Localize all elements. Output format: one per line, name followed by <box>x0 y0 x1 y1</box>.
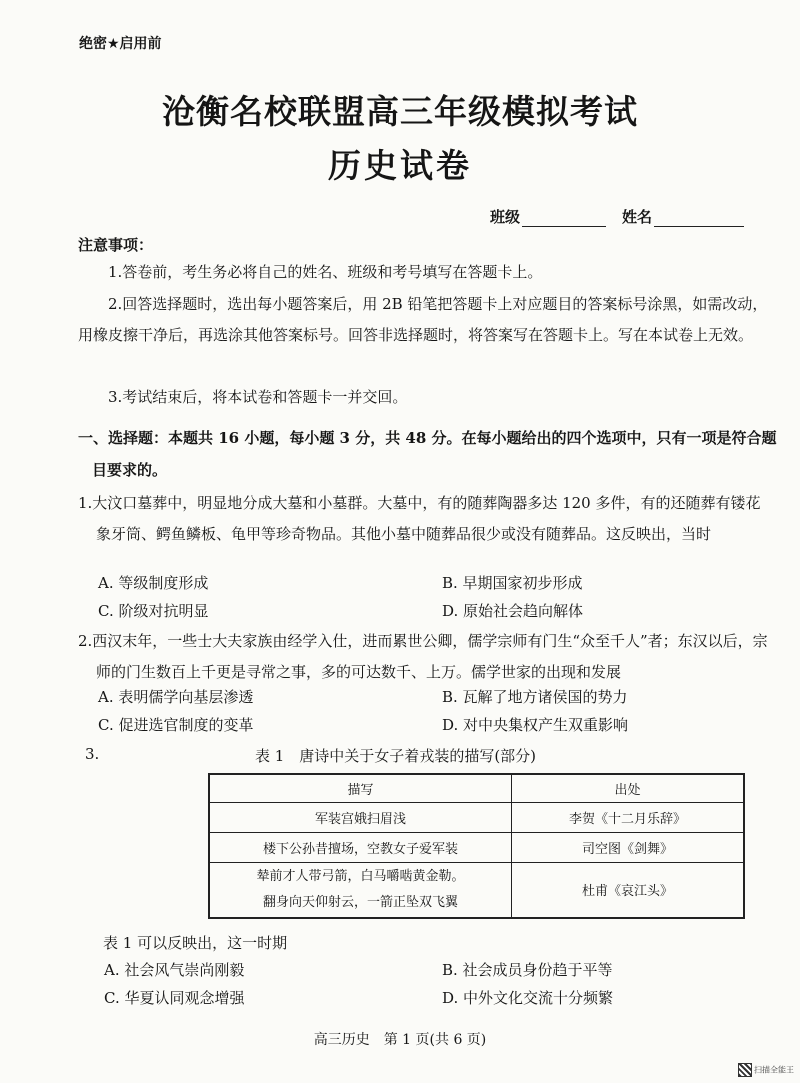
table-cell-description: 楼下公孙昔擅场，空教女子爱军装 <box>209 832 512 862</box>
name-label: 姓名 <box>622 208 653 226</box>
question-3-stem: 表 1 可以反映出，这一时期 <box>103 934 288 952</box>
table-header-source: 出处 <box>512 774 745 802</box>
class-blank[interactable] <box>522 210 606 227</box>
scanner-watermark <box>738 1063 794 1077</box>
table-row <box>209 862 744 918</box>
watermark-text: 扫描全能王 <box>754 1065 794 1075</box>
q2-option-d[interactable]: D. 对中央集权产生双重影响 <box>442 716 629 734</box>
table-caption: 表 1 唐诗中关于女子着戎装的描写(部分) <box>255 747 537 765</box>
question-2-stem: 2.西汉末年，一些士大夫家族由经学入仕，进而累世公卿，儒学宗师有门生“众至千人”者；东汉以后，宗师的门生数百上千更是寻常之事，多的可达数千、上万。儒学世家的出现和发展 <box>78 632 768 681</box>
exam-title: 沧衡名校联盟高三年级模拟考试 <box>162 92 638 131</box>
page-footer: 高三历史 第 1 页(共 6 页) <box>313 1032 487 1048</box>
table-cell-description <box>209 862 512 918</box>
section-heading: 一、选择题：本题共 16 小题，每小题 3 分，共 48 分。在每小题给出的四个选项中，只有一项是符合题目要求的。 <box>78 429 777 479</box>
q3-option-d[interactable]: D. 中外文化交流十分频繁 <box>442 989 614 1007</box>
question-3-number: 3. <box>85 745 100 763</box>
q2-option-b[interactable]: B. 瓦解了地方诸侯国的势力 <box>442 688 628 706</box>
table-cell-line: 辇前才人带弓箭，白马嚼啮黄金勒。 <box>256 868 465 884</box>
question-1-stem: 1.大汶口墓葬中，明显地分成大墓和小墓群。大墓中，有的随葬陶器多达 120 多件，有的还随葬有镂花象牙筒、鳄鱼鳞板、龟甲等珍奇物品。其他小墓中随葬品很少或没有随葬品。这反映出，当时 <box>78 494 761 543</box>
note-item-1: 1.答卷前，考生务必将自己的姓名、班级和考号填写在答题卡上。 <box>108 263 543 281</box>
table-row <box>209 802 744 832</box>
table-header-description: 描写 <box>209 774 512 802</box>
table-cell-description: 军装宫娥扫眉浅 <box>209 802 512 832</box>
q1-option-a[interactable]: A. 等级制度形成 <box>98 574 209 592</box>
note-item-2: 2.回答选择题时，选出每小题答案后，用 2B 铅笔把答题卡上对应题目的答案标号涂黑，如需改动，用橡皮擦干净后，再选涂其他答案标号。回答非选择题时，将答案写在答题卡上。写在本试卷上无效。 <box>78 295 768 344</box>
table-cell-line: 翻身向天仰射云，一箭正坠双飞翼 <box>262 894 458 910</box>
table-cell-source: 杜甫《哀江头》 <box>512 862 745 918</box>
q3-option-c[interactable]: C. 华夏认同观念增强 <box>104 989 245 1007</box>
q3-option-a[interactable]: A. 社会风气崇尚刚毅 <box>104 961 245 979</box>
q2-option-c[interactable]: C. 促进选官制度的变革 <box>98 716 254 734</box>
notes-title: 注意事项： <box>78 236 154 254</box>
table-row <box>209 832 744 862</box>
class-label: 班级 <box>490 208 521 226</box>
table-cell-source: 司空图《剑舞》 <box>512 832 745 862</box>
q3-option-b[interactable]: B. 社会成员身份趋于平等 <box>442 961 613 979</box>
q1-option-c[interactable]: C. 阶级对抗明显 <box>98 602 209 620</box>
q1-option-d[interactable]: D. 原始社会趋向解体 <box>442 602 584 620</box>
student-info-fields <box>490 206 744 227</box>
confidential-mark: 绝密★启用前 <box>79 36 162 52</box>
note-item-3: 3.考试结束后，将本试卷和答题卡一并交回。 <box>108 388 408 406</box>
name-blank[interactable] <box>654 210 744 227</box>
qr-code-icon <box>738 1063 752 1077</box>
q1-option-b[interactable]: B. 早期国家初步形成 <box>442 574 583 592</box>
q2-option-a[interactable]: A. 表明儒学向基层渗透 <box>98 688 254 706</box>
table-cell-source: 李贺《十二月乐辞》 <box>512 802 745 832</box>
poem-table <box>208 773 745 919</box>
paper-subject-title: 历史试卷 <box>328 146 472 185</box>
table-header-row <box>209 774 744 802</box>
